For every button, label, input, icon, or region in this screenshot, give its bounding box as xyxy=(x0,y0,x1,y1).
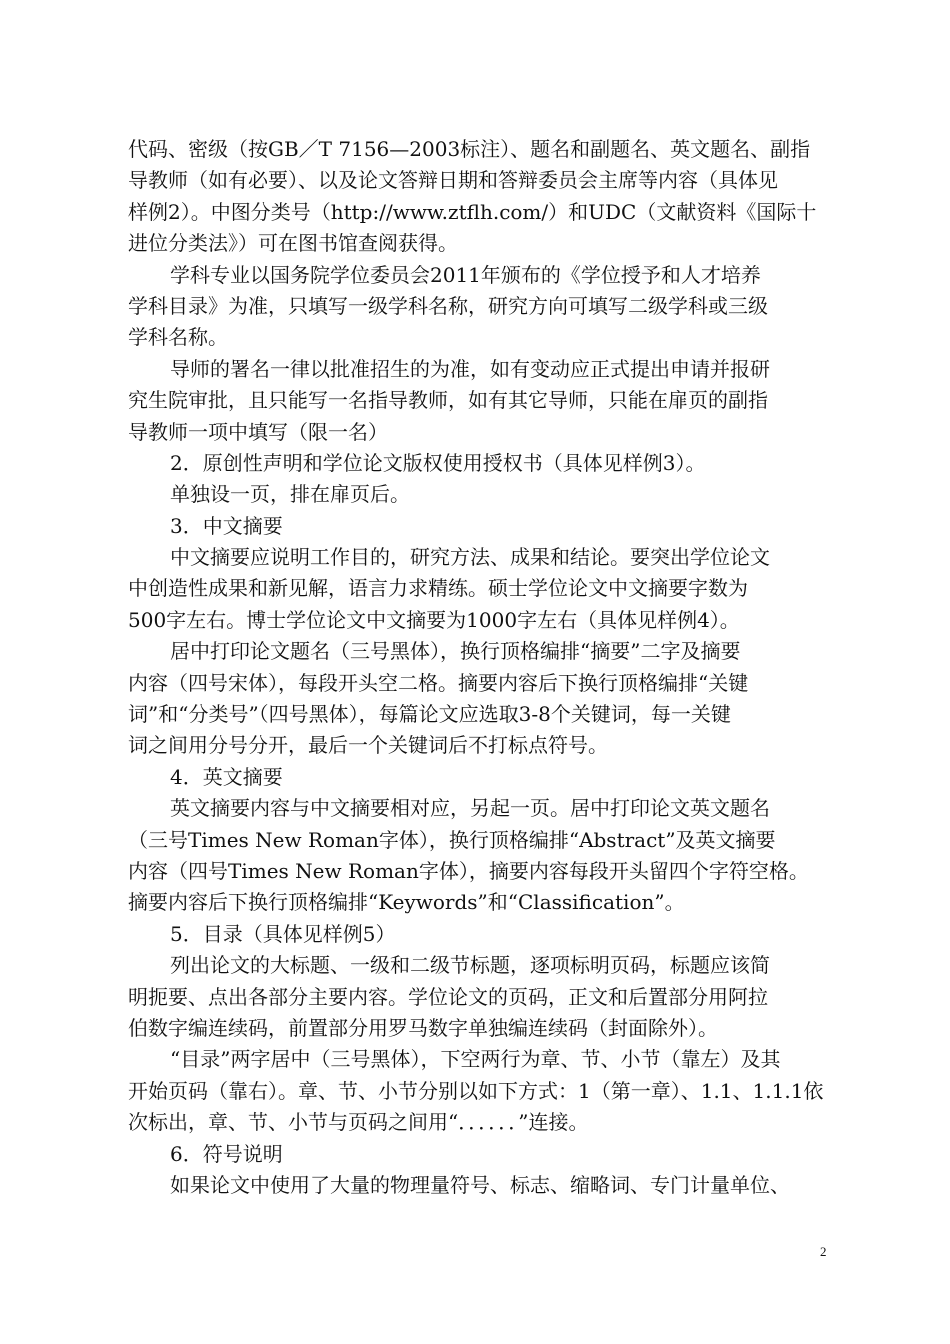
text-line: 居中打印论文题名（三号黑体），换行顶格编排“摘要”二字及摘要 xyxy=(170,639,741,664)
text-line: 导师的署名一律以批准招生的为准，如有变动应正式提出申请并报研 xyxy=(170,356,770,381)
text-line: 英文摘要内容与中文摘要相对应，另起一页。居中打印论文英文题名 xyxy=(170,796,770,821)
text-line: 代码、密级（按GB／T 7156—2003标注）、题名和副题名、英文题名、副指 xyxy=(128,137,811,161)
text-line: 500字左右。博士学位论文中文摘要为1000字左右（具体见样例4）。 xyxy=(128,607,740,632)
text-line: 内容（四号宋体），每段开头空二格。摘要内容后下换行顶格编排“关键 xyxy=(128,670,749,695)
text-line: “目录”两字居中（三号黑体），下空两行为章、节、小节（靠左）及其 xyxy=(170,1047,781,1072)
text-line: 中创造性成果和新见解，语言力求精练。硕士学位论文中文摘要字数为 xyxy=(128,576,748,601)
text-line: 伯数字编连续码，前置部分用罗马数字单独编连续码（封面除外）。 xyxy=(128,1015,718,1040)
text-line: 6．符号说明 xyxy=(170,1141,283,1166)
text-line: 单独设一页，排在扉页后。 xyxy=(170,482,410,507)
text-line: 摘要内容后下换行顶格编排“Keywords”和“Classification”。 xyxy=(128,890,685,915)
text-line: 导教师（如有必要）、以及论文答辩日期和答辩委员会主席等内容（具体见 xyxy=(128,168,778,193)
text-line: 样例2）。中图分类号（http://www.ztflh.com/）和UDC（文献资料《国际十 xyxy=(128,199,817,224)
text-line: 开始页码（靠右）。章、节、小节分别以如下方式：1（第一章）、1.1、1.1.1依 xyxy=(128,1078,824,1103)
text-line: 学科专业以国务院学位委员会2011年颁布的《学位授予和人才培养 xyxy=(170,262,761,287)
text-line: 中文摘要应说明工作目的，研究方法、成果和结论。要突出学位论文 xyxy=(170,545,770,570)
text-line: 词之间用分号分开，最后一个关键词后不打标点符号。 xyxy=(128,733,608,758)
text-line: 5．目录（具体见样例5） xyxy=(170,921,396,946)
page-number: 2 xyxy=(820,1244,827,1259)
text-line: 导教师一项中填写（限一名） xyxy=(128,419,388,444)
text-line: 学科目录》为准，只填写一级学科名称，研究方向可填写二级学科或三级 xyxy=(128,293,768,318)
text-line: 内容（四号Times New Roman字体），摘要内容每段开头留四个字符空格。 xyxy=(128,858,809,883)
text-line: 如果论文中使用了大量的物理量符号、标志、缩略词、专门计量单位、 xyxy=(170,1172,790,1197)
text-line: 4．英文摘要 xyxy=(170,764,283,789)
text-line: （三号Times New Roman字体），换行顶格编排“Abstract”及英文摘要 xyxy=(128,827,776,852)
text-line: 列出论文的大标题、一级和二级节标题，逐项标明页码，标题应该简 xyxy=(170,953,770,978)
text-line: 3．中文摘要 xyxy=(170,513,283,538)
text-line: 词”和“分类号”（四号黑体），每篇论文应选取3-8个关键词，每一关键 xyxy=(128,702,731,727)
body-text xyxy=(128,134,833,1201)
text-line: 明扼要、点出各部分主要内容。学位论文的页码，正文和后置部分用阿拉 xyxy=(128,984,768,1009)
text-line: 究生院审批，且只能写一名指导教师，如有其它导师，只能在扉页的副指 xyxy=(128,388,768,413)
text-line: 次标出，章、节、小节与页码之间用“．．．．．．”连接。 xyxy=(128,1110,589,1135)
text-line: 2．原创性声明和学位论文版权使用授权书（具体见样例3）。 xyxy=(170,450,706,475)
text-line: 学科名称。 xyxy=(128,325,228,350)
text-line: 进位分类法》）可在图书馆查阅获得。 xyxy=(128,231,458,256)
